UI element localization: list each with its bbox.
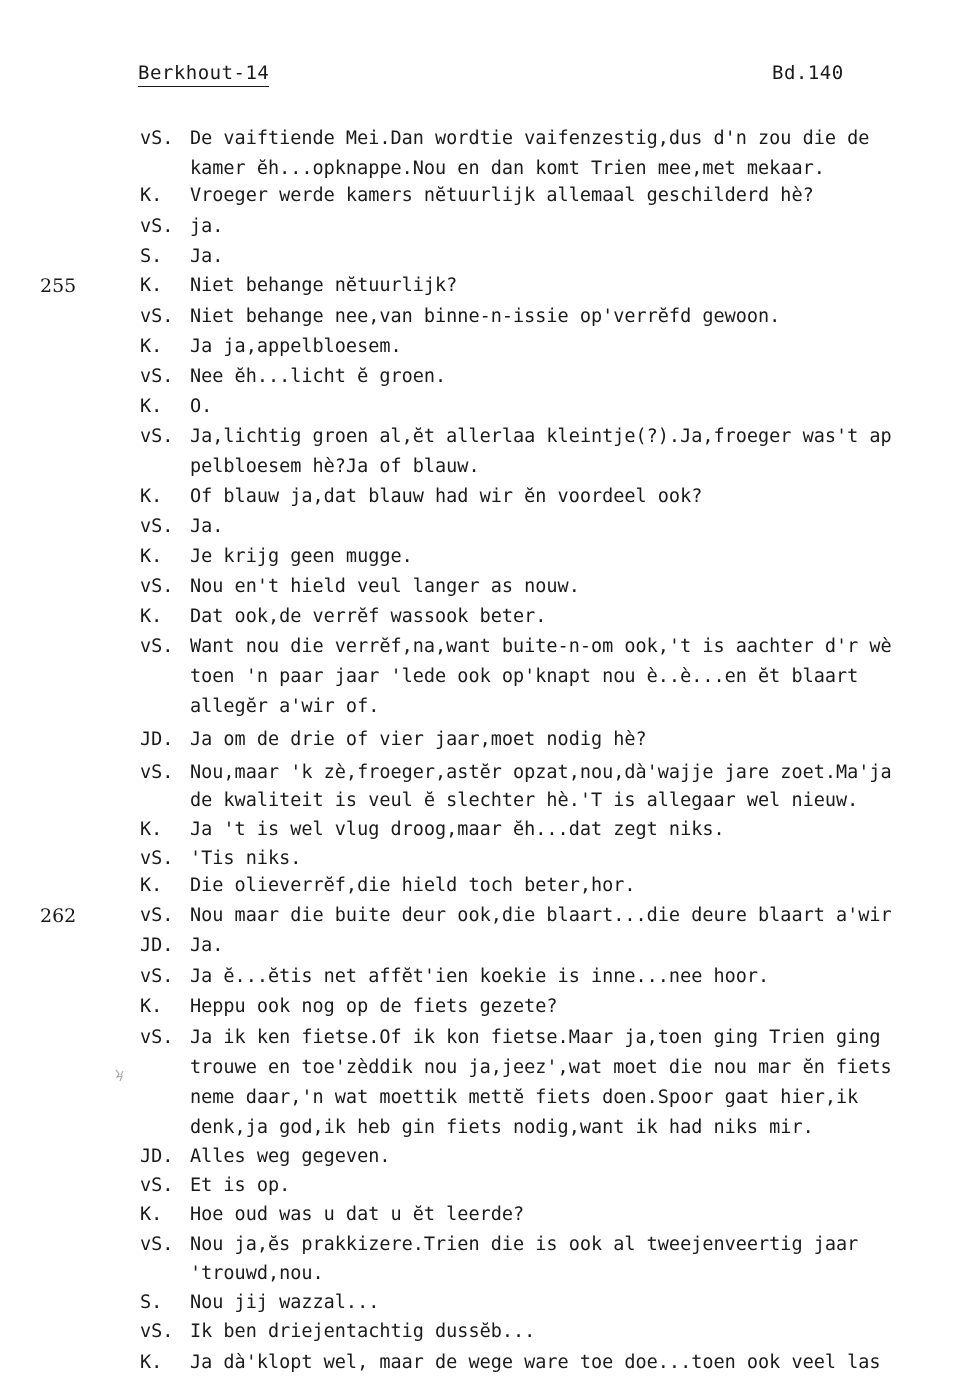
- utterance-text: Dat ook,de verrĕf wassook beter.: [190, 606, 547, 627]
- utterance-text: toen 'n paar jaar 'lede ook op'knapt nou è..è...en ĕt blaart: [190, 666, 859, 687]
- utterance-text: Ja.: [190, 246, 224, 267]
- utterance-text: allegĕr a'wir of.: [190, 696, 380, 717]
- speaker-label: vS.: [140, 306, 174, 327]
- speaker-label: vS.: [140, 576, 174, 597]
- speaker-label: vS.: [140, 426, 174, 447]
- utterance-text: Ja om de drie of vier jaar,moet nodig hè?: [190, 729, 647, 750]
- speaker-label: K.: [140, 606, 163, 627]
- speaker-label: vS.: [140, 848, 174, 869]
- utterance-text: Ja.: [190, 935, 224, 956]
- speaker-label: vS.: [140, 905, 174, 926]
- utterance-text: Nou en't hield veul langer as nouw.: [190, 576, 580, 597]
- speaker-label: JD.: [140, 1146, 174, 1167]
- utterance-text: 'Tis niks.: [190, 848, 302, 869]
- ink-smudge-mark: [113, 1068, 127, 1084]
- utterance-text: Ik ben driejentachtig dussĕb...: [190, 1321, 536, 1342]
- utterance-text: Niet behange nĕtuurlijk?: [190, 275, 458, 296]
- speaker-label: K.: [140, 996, 163, 1017]
- utterance-text: Ja.: [190, 516, 224, 537]
- utterance-text: Ja ja,appelbloesem.: [190, 336, 402, 357]
- page-number: Bd.140: [772, 62, 844, 84]
- utterance-text: 'trouwd,nou.: [190, 1263, 324, 1284]
- speaker-label: K.: [140, 546, 163, 567]
- utterance-text: denk,ja god,ik heb gin fiets nodig,want ik had niks mir.: [190, 1117, 814, 1138]
- speaker-label: K.: [140, 486, 163, 507]
- utterance-text: de kwaliteit is veul ĕ slechter hè.'T is allegaar wel nieuw.: [190, 790, 859, 811]
- speaker-label: K.: [140, 875, 163, 896]
- utterance-text: De vaiftiende Mei.Dan wordtie vaifenzestig,dus d'n zou die de: [190, 128, 870, 149]
- speaker-label: vS.: [140, 1321, 174, 1342]
- utterance-text: Want nou die verrĕf,na,want buite-n-om ook,'t is aachter d'r wè: [190, 636, 892, 657]
- utterance-text: Ja dà'klopt wel, maar de wege ware toe doe...toen ook veel las: [190, 1352, 881, 1373]
- utterance-text: Heppu ook nog op de fiets gezete?: [190, 996, 558, 1017]
- speaker-label: S.: [140, 1292, 163, 1313]
- speaker-label: vS.: [140, 516, 174, 537]
- utterance-text: Ja,lichtig groen al,ĕt allerlaa kleintje(?).Ja,froeger was't ap: [190, 426, 892, 447]
- speaker-label: vS.: [140, 1175, 174, 1196]
- utterance-text: Ja ĕ...ĕtis net affĕt'ien koekie is inne...nee hoor.: [190, 966, 770, 987]
- utterance-text: Nou,maar 'k zè,froeger,astĕr opzat,nou,dà'wajje jare zoet.Ma'ja: [190, 762, 892, 783]
- utterance-text: Nou jij wazzal...: [190, 1292, 380, 1313]
- speaker-label: vS.: [140, 1027, 174, 1048]
- utterance-text: Nou maar die buite deur ook,die blaart...die deure blaart a'wir: [190, 905, 892, 926]
- speaker-label: K.: [140, 819, 163, 840]
- utterance-text: pelbloesem hè?Ja of blauw.: [190, 456, 480, 477]
- utterance-text: Ja ik ken fietse.Of ik kon fietse.Maar ja,toen ging Trien ging: [190, 1027, 881, 1048]
- utterance-text: Hoe oud was u dat u ĕt leerde?: [190, 1204, 525, 1225]
- utterance-text: Et is op.: [190, 1175, 291, 1196]
- speaker-label: JD.: [140, 729, 174, 750]
- utterance-text: ja.: [190, 216, 224, 237]
- speaker-label: K.: [140, 336, 163, 357]
- speaker-label: S.: [140, 246, 163, 267]
- utterance-text: Vroeger werde kamers nĕtuurlijk allemaal geschilderd hè?: [190, 185, 814, 206]
- utterance-text: O.: [190, 396, 213, 417]
- speaker-label: K.: [140, 185, 163, 206]
- speaker-label: vS.: [140, 216, 174, 237]
- speaker-label: K.: [140, 275, 163, 296]
- margin-line-number: 255: [40, 275, 77, 297]
- utterance-text: Nee ĕh...licht ĕ groen.: [190, 366, 447, 387]
- utterance-text: Ja 't is wel vlug droog,maar ĕh...dat zegt niks.: [190, 819, 725, 840]
- utterance-text: Je krijg geen mugge.: [190, 546, 413, 567]
- speaker-label: vS.: [140, 128, 174, 149]
- utterance-text: Of blauw ja,dat blauw had wir ĕn voordeel ook?: [190, 486, 703, 507]
- utterance-text: trouwe en toe'zèddik nou ja,jeez',wat moet die nou mar ĕn fiets: [190, 1057, 892, 1078]
- document-title: Berkhout-14: [138, 62, 270, 84]
- utterance-text: Alles weg gegeven.: [190, 1146, 391, 1167]
- utterance-text: kamer ĕh...opknappe.Nou en dan komt Trien mee,met mekaar.: [190, 158, 825, 179]
- speaker-label: K.: [140, 1204, 163, 1225]
- speaker-label: vS.: [140, 1234, 174, 1255]
- speaker-label: vS.: [140, 636, 174, 657]
- speaker-label: vS.: [140, 966, 174, 987]
- utterance-text: Die olieverrĕf,die hield toch beter,hor.: [190, 875, 636, 896]
- margin-line-number: 262: [40, 905, 77, 927]
- utterance-text: Niet behange nee,van binne-n-issie op'verrĕfd gewoon.: [190, 306, 781, 327]
- speaker-label: K.: [140, 1352, 163, 1373]
- speaker-label: K.: [140, 396, 163, 417]
- speaker-label: vS.: [140, 366, 174, 387]
- utterance-text: neme daar,'n wat moettik mettĕ fiets doen.Spoor gaat hier,ik: [190, 1087, 859, 1108]
- utterance-text: Nou ja,ĕs prakkizere.Trien die is ook al tweejenveertig jaar: [190, 1234, 859, 1255]
- speaker-label: vS.: [140, 762, 174, 783]
- speaker-label: JD.: [140, 935, 174, 956]
